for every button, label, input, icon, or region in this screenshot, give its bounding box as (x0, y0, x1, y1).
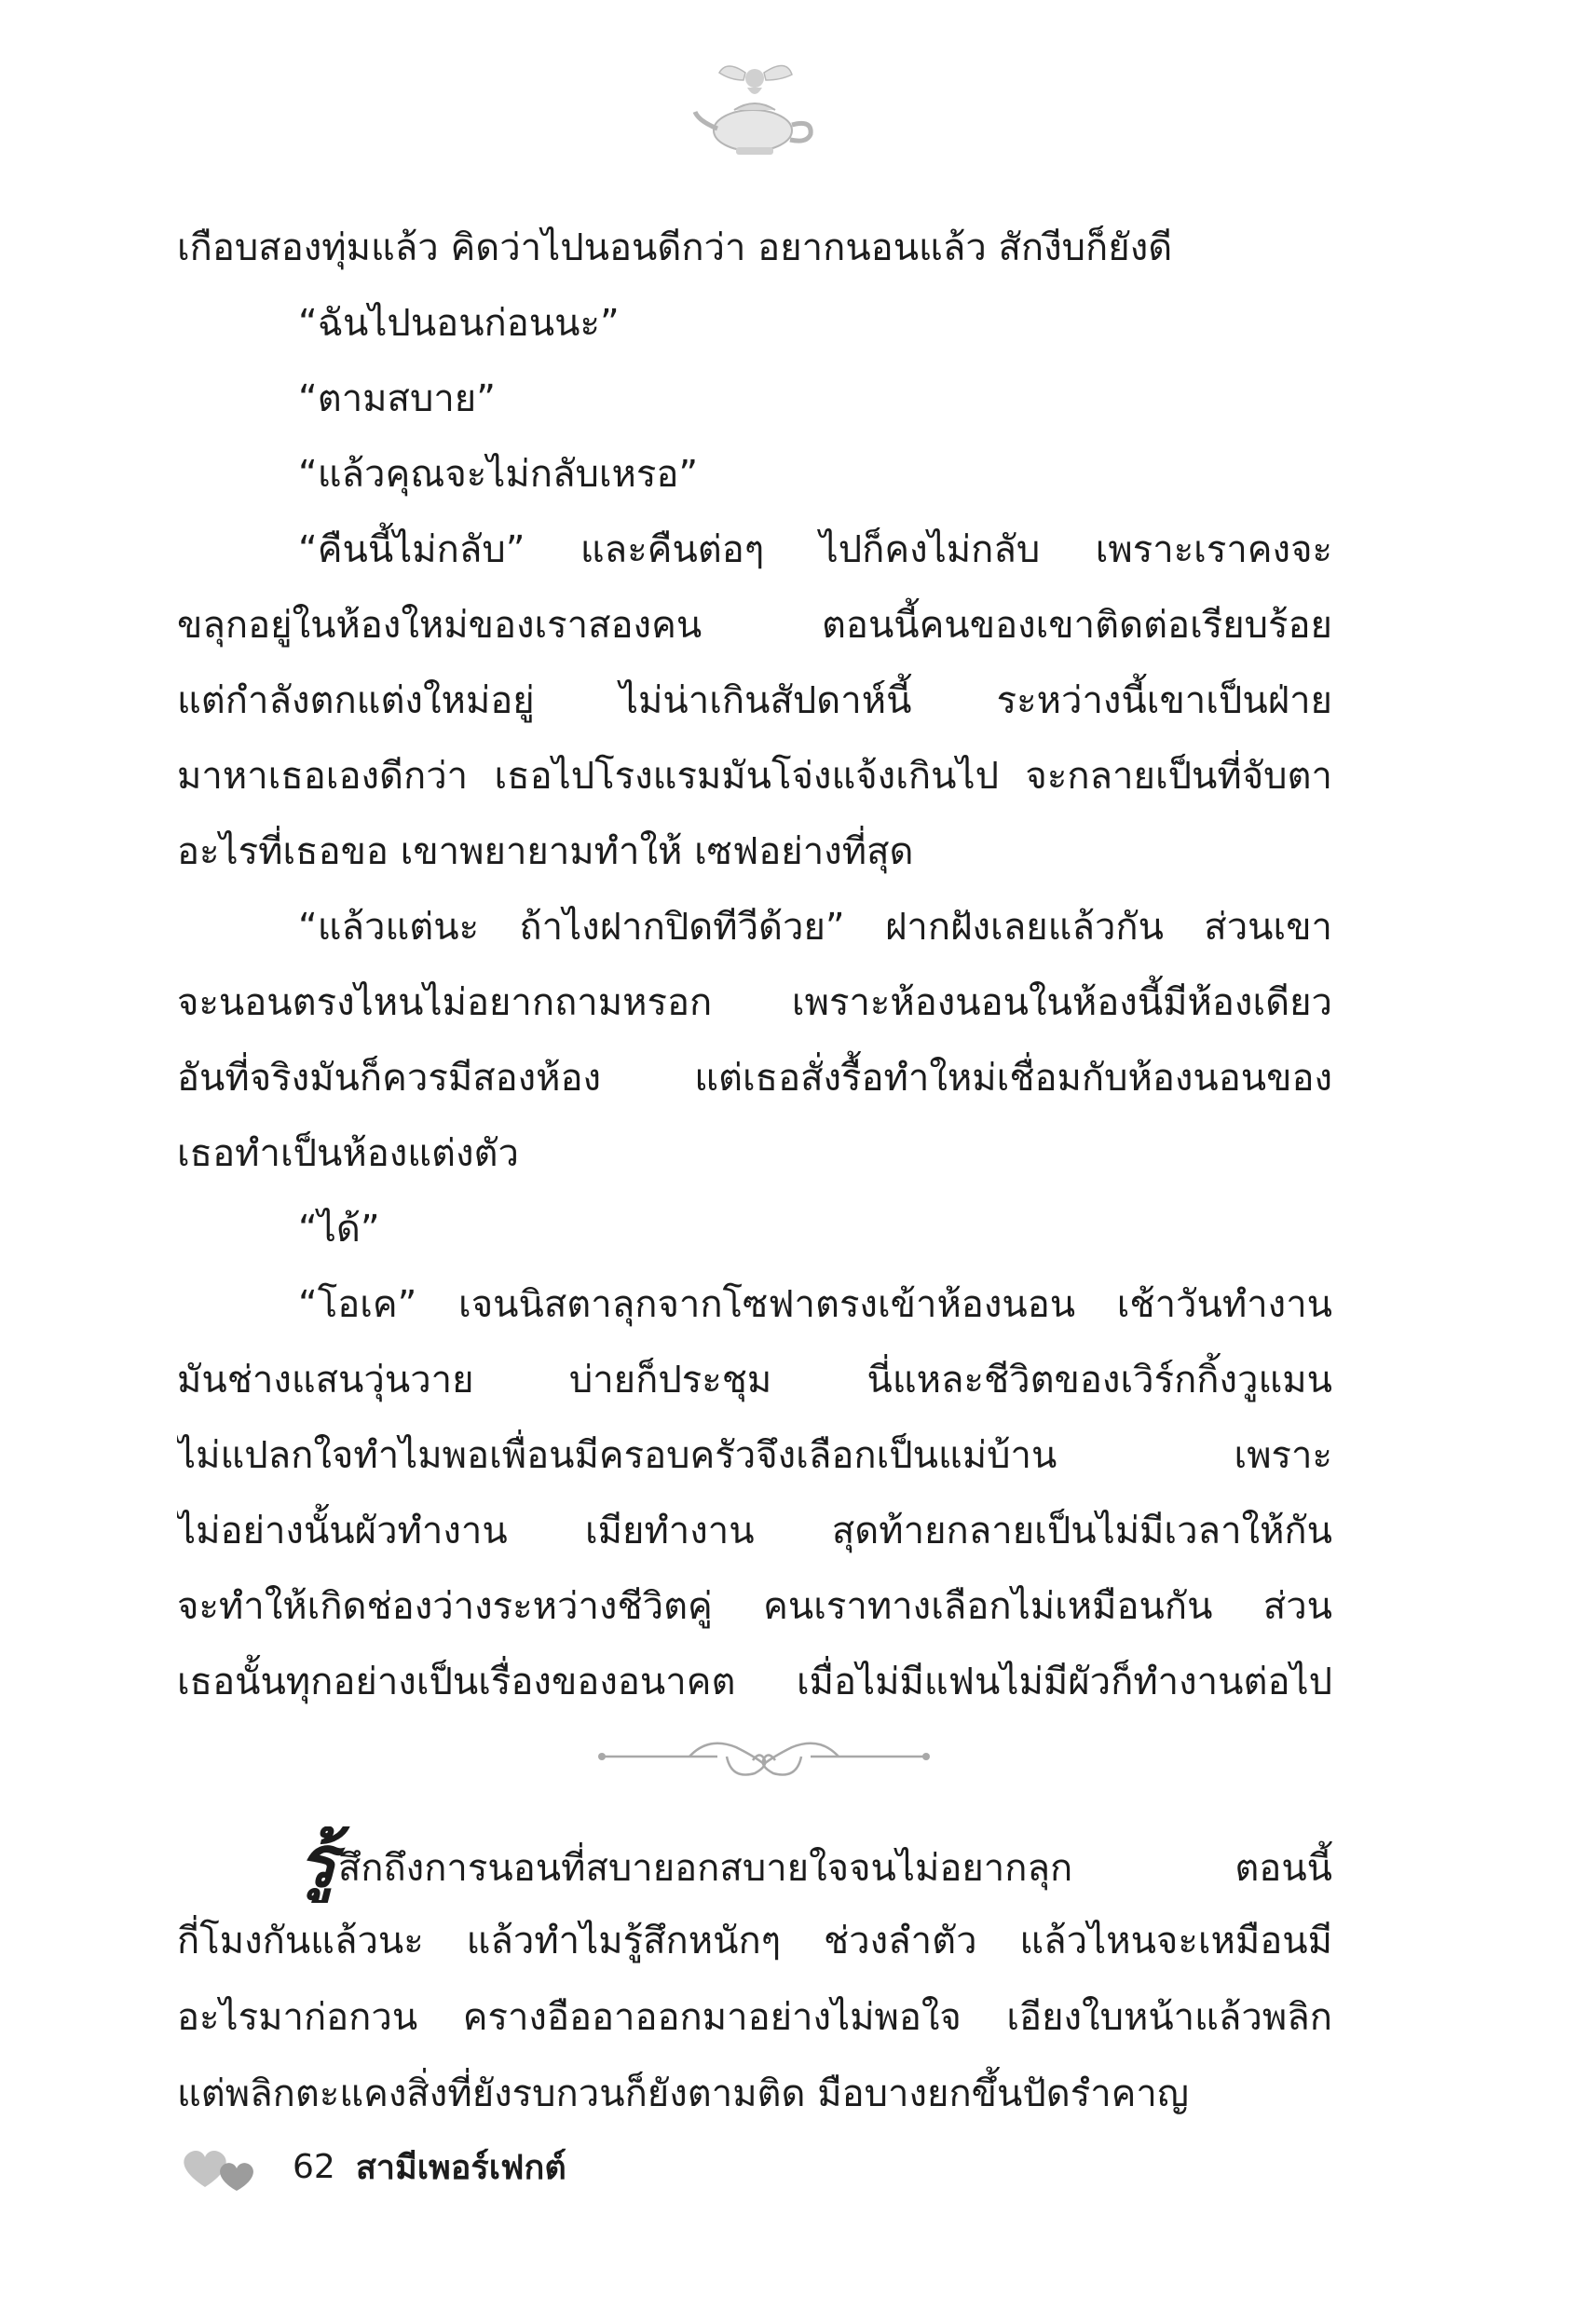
book-title: สามีเพอร์เฟกต์ (355, 2148, 566, 2187)
section-two (177, 1826, 1332, 2132)
text-line: ไม่แปลกใจทำไมพอเพื่อนมีครอบครัวจึงเลือกเป็นแม่บ้าน เพราะ (177, 1434, 1332, 1477)
text-line: ไม่อย่างนั้นผัวทำงาน เมียทำงาน สุดท้ายกลายเป็นไม่มีเวลาให้กัน (177, 1510, 1332, 1552)
text-line: ขลุกอยู่ในห้องใหม่ของเราสองคน ตอนนี้คนของเขาติดต่อเรียบร้อย (177, 604, 1332, 647)
text-line: “โอเค” เจนนิสตาลุกจากโซฟาตรงเข้าห้องนอน เช้าวันทำงาน (298, 1283, 1332, 1326)
text-line: “คืนนี้ไม่กลับ” และคืนต่อๆ ไปก็คงไม่กลับ เพราะเราคงจะ (298, 528, 1332, 571)
text-line: “แล้วแต่นะ ถ้าไงฝากปิดทีวีด้วย” ฝากฝังเลยแล้วกัน ส่วนเขา (298, 906, 1332, 949)
page-number: 62 (293, 2147, 335, 2186)
text-line: มันช่างแสนวุ่นวาย บ่ายก็ประชุม นี่แหละชีวิตของเวิร์กกิ้งวูแมน (177, 1359, 1332, 1402)
body-text (177, 211, 1332, 1720)
text-line: แต่กำลังตกแต่งใหม่อยู่ ไม่น่าเกินสัปดาห์นี้ ระหว่างนี้เขาเป็นฝ่าย (177, 679, 1332, 722)
hearts-icon (177, 2139, 270, 2195)
first-line (177, 1826, 1332, 1903)
dialogue-line: “ได้” (298, 1208, 380, 1251)
text-line: อะไรที่เธอขอ เขาพยายามทำให้ เซฟอย่างที่สุด (177, 830, 914, 873)
text-line: กี่โมงกันแล้วนะ แล้วทำไมรู้สึกหนักๆ ช่วงลำตัว แล้วไหนจะเหมือนมี (177, 1920, 1332, 1962)
dialogue-line: “ตามสบาย” (298, 377, 496, 420)
drop-cap: รู้ (298, 1826, 336, 1903)
dialogue-line: “ฉันไปนอนก่อนนะ” (298, 302, 620, 345)
text-line: เธอทำเป็นห้องแต่งตัว (177, 1132, 519, 1175)
text-line: อะไรมาก่อกวน ครางอืออาออกมาอย่างไม่พอใจ เอียงใบหน้าแล้วพลิก (177, 1996, 1332, 2039)
page-footer (177, 2139, 566, 2195)
dialogue-line: “แล้วคุณจะไม่กลับเหรอ” (298, 453, 699, 496)
text-line: อันที่จริงมันก็ควรมีสองห้อง แต่เธอสั่งรื้อทำใหม่เชื่อมกับห้องนอนของ (177, 1057, 1332, 1100)
first-line-text: สึกถึงการนอนที่สบายอกสบายใจจนไม่อยากลุก ตอนนี้ (337, 1847, 1332, 1890)
text-line: เธอนั้นทุกอย่างเป็นเรื่องของอนาคต เมื่อไม่มีแฟนไม่มีผัวก็ทำงานต่อไป (177, 1661, 1332, 1703)
text-line: เกือบสองทุ่มแล้ว คิดว่าไปนอนดีกว่า อยากนอนแล้ว สักงีบก็ยังดี (177, 226, 1173, 269)
text-line: จะนอนตรงไหนไม่อยากถามหรอก เพราะห้องนอนในห้องนี้มีห้องเดียว (177, 981, 1332, 1024)
lamp-ornament-icon (689, 54, 820, 166)
scroll-divider-icon (596, 1729, 932, 1794)
text-line: แต่พลิกตะแคงสิ่งที่ยังรบกวนก็ยังตามติด มือบางยกขึ้นปัดรำคาญ (177, 2072, 1189, 2115)
text-line: จะทำให้เกิดช่องว่างระหว่างชีวิตคู่ คนเราทางเลือกไม่เหมือนกัน ส่วน (177, 1585, 1332, 1628)
text-line: มาหาเธอเองดีกว่า เธอไปโรงแรมมันโจ่งแจ้งเกินไป จะกลายเป็นที่จับตา (177, 755, 1332, 798)
